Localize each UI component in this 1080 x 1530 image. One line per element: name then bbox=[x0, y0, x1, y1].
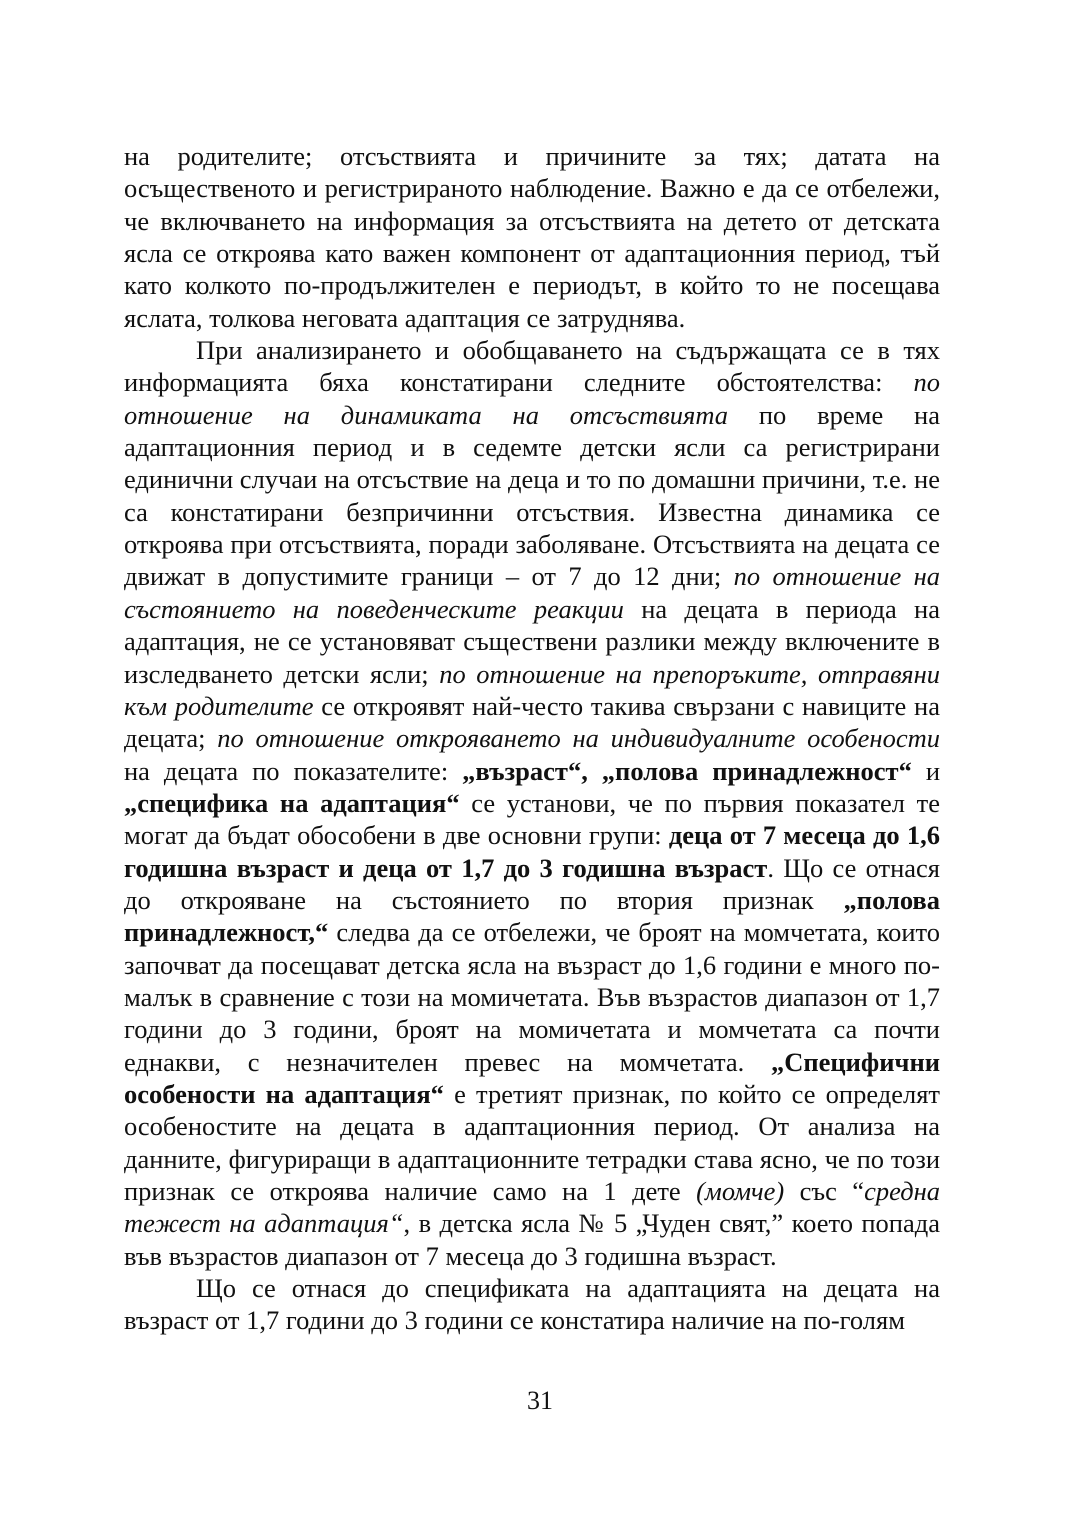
italic-run: (момче) bbox=[696, 1176, 785, 1206]
italic-run: по отношение на препоръките, отправяни към родителите bbox=[124, 658, 940, 721]
paragraph-1: на родителите; отсъствията и причините за тях; датата на осъщественото и регистрираното наблюдение. Важно е да се отбележи, че включването на информация за отсъствията на детето от детската ясла се откроява като важен компонент от адаптационния период, тъй като колкото по-продължителен е периодът, в който то не посещава яслата, толкова неговата адаптация се затруднява. bbox=[124, 141, 940, 333]
text-run: на децата по показателите: bbox=[124, 755, 463, 786]
bold-run: „възраст“, „полова принадлежност“ bbox=[462, 755, 912, 786]
bold-run: „специфика на адаптация“ bbox=[124, 787, 460, 818]
bold-run: „полова принадлежност,“ bbox=[124, 884, 940, 948]
text-run: и bbox=[911, 755, 940, 786]
bold-run: „Специфични особености на адаптация“ bbox=[124, 1046, 940, 1109]
text-run: се откроявят най-често такива свързани с навиците на децата; bbox=[124, 690, 940, 754]
text-run: със “ bbox=[784, 1176, 865, 1206]
text-run: е третият признак, по който се определят особеностите на децата в адаптационния период. От анализа на данните, фигуриращи в адаптационните тетрадки става ясно, че по този признак се откроява наличие само на 1 дете bbox=[124, 1078, 940, 1206]
text-run: При анализирането и обобщаването на съдържащата се в тях информацията бяха констатирани следните обстоятелства: bbox=[124, 335, 940, 398]
text-run: се установи, че по първия показател те могат да бъдат обособени в две основни групи: bbox=[124, 787, 941, 851]
text-run: следва да се отбележи, че броят на момчетата, които започват да посещават детска ясла на възраст до 1,6 години е много по-малък в сравнение с този на момичетата. Във възрастов диапазон от 1,7 години до 3 години, броят на момичетата и момчетата са почти еднакви, с незначителен превес на момчетата. bbox=[124, 917, 940, 1077]
bold-run: деца от 7 месеца до 1,6 годишна възраст и деца от 1,7 до 3 годишна възраст bbox=[124, 820, 940, 883]
italic-run: средна тежест на адаптация“ bbox=[124, 1176, 940, 1239]
paragraph-3: Що се отнася до спецификата на адаптацията на децата на възраст от 1,7 години до 3 години се констатира наличие на по-голям bbox=[124, 1273, 940, 1336]
italic-run: по отношение на динамиката на отсъствията bbox=[124, 367, 940, 430]
text-run: на децата в периода на адаптация, не се установяват съществени разлики между включените в изследването детски ясли; bbox=[124, 593, 940, 689]
text-run: , в детска ясла № 5 „Чуден свят,” което попада във възрастов диапазон от 7 месеца до 3 годишна възраст. bbox=[124, 1208, 940, 1271]
italic-run: по отношение открояването на индивидуалните особености bbox=[217, 723, 940, 754]
page-number: 31 bbox=[527, 1386, 553, 1415]
italic-run: по отношение на състоянието на поведенческите реакции bbox=[124, 561, 941, 624]
text-run: по време на адаптационния период и в седемте детски ясли са регистрирани единични случаи на отсъствие на деца и то по домашни причини, т.е. не са констатирани безпричинни отсъствия. Известна динамика се откроява при отсъствията, поради заболяване. Отсъствията на децата се движат в допустимите граници – от 7 до 12 дни; bbox=[124, 399, 940, 592]
page-body bbox=[124, 140, 940, 1337]
paragraph-2 bbox=[124, 334, 940, 1272]
text-run: . Що се отнася до открояване на състоянието по втория признак bbox=[124, 852, 940, 915]
